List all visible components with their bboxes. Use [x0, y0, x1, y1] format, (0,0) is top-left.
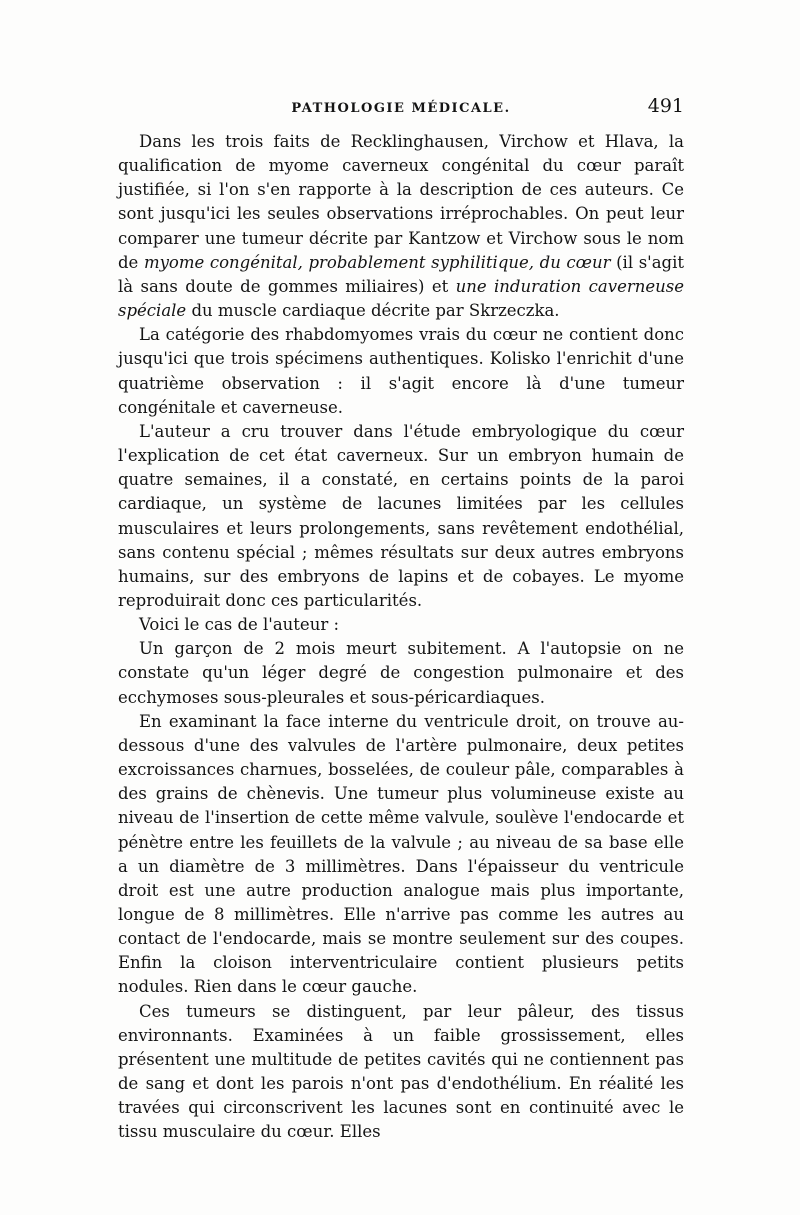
body-text — [118, 130, 684, 1145]
page-number: 491 — [647, 95, 684, 117]
paragraph-2: La catégorie des rhabdomyomes vrais du cœur ne contient donc jusqu'ici que trois spécimens authentiques. Kolisko l'enrichit d'une quatrième observation : il s'agit encore là d'une tumeur congénitale et caverneuse. — [118, 325, 684, 417]
running-title: PATHOLOGIE MÉDICALE. — [291, 101, 511, 116]
paragraph-1-text-b: (il s'agit là sans doute de gommes miliaires) et — [118, 252, 684, 296]
page-header — [118, 97, 684, 123]
paragraph-6: En examinant la face interne du ventricule droit, on trouve au-dessous d'une des valvules de l'artère pulmonaire, deux petites excroissances charnues, bosselées, de couleur pâle, comparables à des grains de chènevis. Une tumeur plus volumineuse existe au niveau de l'insertion de cette même valvule, soulève l'endocarde et pénètre entre les feuillets de la valvule ; au niveau de sa base elle a un diamètre de 3 millimètres. Dans l'épaisseur du ventricule droit est une autre production analogue mais plus importante, longue de 8 millimètres. Elle n'arrive pas comme les autres au contact de l'endocarde, mais se montre seulement sur des coupes. Enfin la cloison interventriculaire contient plusieurs petits nodules. Rien dans le cœur gauche. — [118, 711, 684, 997]
paragraph-5: Un garçon de 2 mois meurt subitement. A l'autopsie on ne constate qu'un léger degré de congestion pulmonaire et des ecchymoses sous-pleurales et sous-péricardiaques. — [118, 639, 684, 707]
italic-term-myome: myome congénital, probablement syphilitique, du cœur — [143, 252, 611, 272]
paragraph-1 — [118, 130, 684, 323]
italic-term-induration: une induration caverneuse spéciale — [118, 276, 684, 321]
paragraph-4: Voici le cas de l'auteur : — [139, 615, 340, 635]
paragraph-1-text-a: Dans les trois faits de Recklinghausen, Virchow et Hlava, la qualification de myome caverneux congénital du cœur paraît justifiée, si l'on s'en rapporte à la description de ces auteurs. Ce sont jusqu'ici les seules observations irréprochables. On peut leur comparer une tumeur décrite par Kantzow et Virchow sous le nom de — [118, 132, 684, 272]
paragraph-1-text-c: du muscle cardiaque décrite par Skrzeczka. — [186, 301, 560, 321]
paragraph-3: L'auteur a cru trouver dans l'étude embryologique du cœur l'explication de cet état caverneux. Sur un embryon humain de quatre semaines, il a constaté, en certains points de la paroi cardiaque, un système de lacunes limitées par les cellules musculaires et leurs prolongements, sans revêtement endothélial, sans contenu spécial ; mêmes résultats sur deux autres embryons humains, sur des embryons de lapins et de cobayes. Le myome reproduirait donc ces particularités. — [118, 421, 684, 610]
paragraph-7: Ces tumeurs se distinguent, par leur pâleur, des tissus environnants. Examinées à un faible grossissement, elles présentent une multitude de petites cavités qui ne contiennent pas de sang et dont les parois n'ont pas d'endothélium. En réalité les travées qui circonscrivent les lacunes sont en continuité avec le tissu musculaire du cœur. Elles — [118, 1001, 684, 1142]
